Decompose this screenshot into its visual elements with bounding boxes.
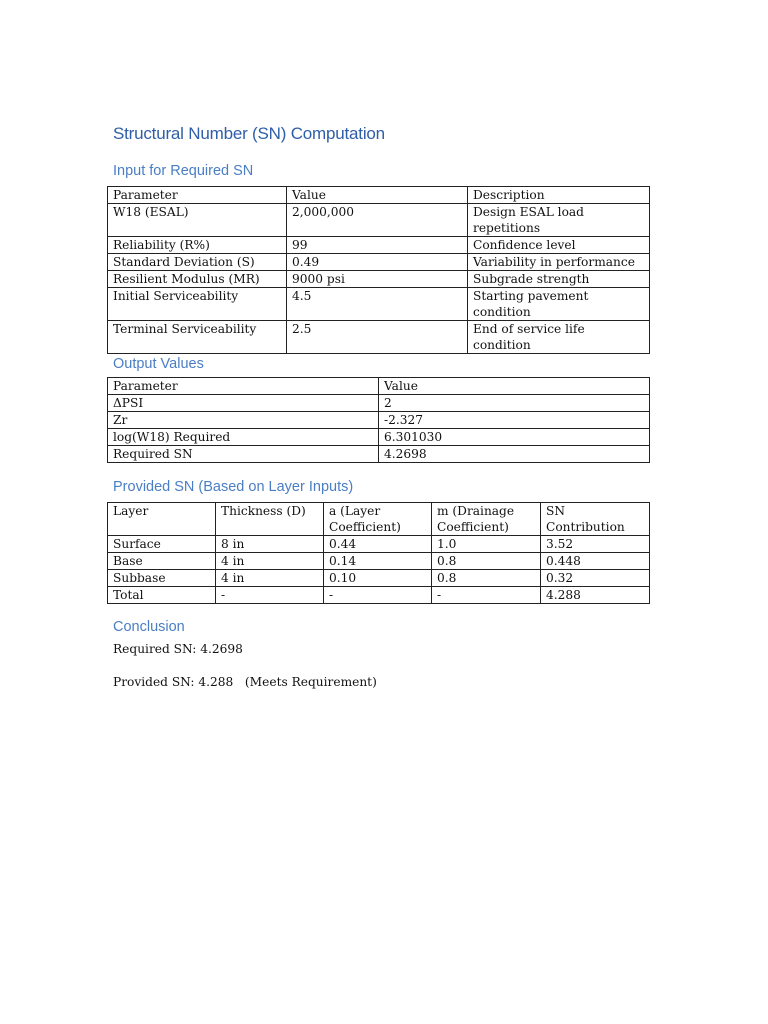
table-cell: 0.448 <box>541 553 650 570</box>
table-cell: 3.52 <box>541 536 650 553</box>
table-header-row <box>108 378 650 395</box>
table-cell: Starting pavement condition <box>468 288 650 321</box>
provided-section-heading: Provided SN (Based on Layer Inputs) <box>113 479 354 495</box>
table-cell: Variability in performance <box>468 254 650 271</box>
table-row <box>108 553 650 570</box>
table-cell: 4.2698 <box>379 446 650 463</box>
table-cell: - <box>216 587 324 604</box>
table-header-cell: Description <box>468 187 650 204</box>
table-cell: Design ESAL load repetitions <box>468 204 650 237</box>
table-row <box>108 271 650 288</box>
table-cell: log(W18) Required <box>108 429 379 446</box>
table-header-cell: Parameter <box>108 187 287 204</box>
table-cell: 6.301030 <box>379 429 650 446</box>
table-cell: ΔPSI <box>108 395 379 412</box>
table-cell: Confidence level <box>468 237 650 254</box>
table-cell: Base <box>108 553 216 570</box>
table-cell: 0.14 <box>324 553 432 570</box>
output-section-heading: Output Values <box>113 356 204 372</box>
table-cell: 2 <box>379 395 650 412</box>
table-header-cell: Layer <box>108 503 216 536</box>
table-header-cell: a (Layer Coefficient) <box>324 503 432 536</box>
table-header-cell: Value <box>379 378 650 395</box>
table-cell: 2,000,000 <box>287 204 468 237</box>
input-section-heading: Input for Required SN <box>113 163 254 179</box>
table-row <box>108 288 650 321</box>
table-row <box>108 254 650 271</box>
table-row <box>108 570 650 587</box>
input-table <box>107 186 650 354</box>
table-cell: Resilient Modulus (MR) <box>108 271 287 288</box>
table-cell: Terminal Serviceability <box>108 321 287 354</box>
table-cell: 99 <box>287 237 468 254</box>
table-cell: Standard Deviation (S) <box>108 254 287 271</box>
table-header-cell: m (Drainage Coefficient) <box>432 503 541 536</box>
table-cell: -2.327 <box>379 412 650 429</box>
table-cell: End of service life condition <box>468 321 650 354</box>
table-row <box>108 587 650 604</box>
table-cell: Reliability (R%) <box>108 237 287 254</box>
table-row <box>108 321 650 354</box>
table-row <box>108 237 650 254</box>
table-cell: 1.0 <box>432 536 541 553</box>
table-cell: - <box>432 587 541 604</box>
table-cell: Initial Serviceability <box>108 288 287 321</box>
table-header-row <box>108 503 650 536</box>
table-row <box>108 536 650 553</box>
table-row <box>108 412 650 429</box>
table-header-cell: SN Contribution <box>541 503 650 536</box>
table-cell: 0.44 <box>324 536 432 553</box>
page-title: Structural Number (SN) Computation <box>113 124 385 143</box>
required-sn-line: Required SN: 4.2698 <box>113 642 243 656</box>
table-cell: 0.8 <box>432 570 541 587</box>
table-cell: 2.5 <box>287 321 468 354</box>
table-header-cell: Thickness (D) <box>216 503 324 536</box>
table-cell: 4.288 <box>541 587 650 604</box>
table-cell: Total <box>108 587 216 604</box>
table-cell: Subgrade strength <box>468 271 650 288</box>
table-header-cell: Parameter <box>108 378 379 395</box>
table-cell: 0.49 <box>287 254 468 271</box>
table-cell: 0.8 <box>432 553 541 570</box>
table-cell: Zr <box>108 412 379 429</box>
provided-table <box>107 502 650 604</box>
table-cell: 8 in <box>216 536 324 553</box>
table-row <box>108 204 650 237</box>
table-cell: 0.10 <box>324 570 432 587</box>
table-row <box>108 395 650 412</box>
table-cell: 9000 psi <box>287 271 468 288</box>
table-cell: 4 in <box>216 553 324 570</box>
table-cell: Subbase <box>108 570 216 587</box>
table-cell: Required SN <box>108 446 379 463</box>
table-header-cell: Value <box>287 187 468 204</box>
table-cell: 4.5 <box>287 288 468 321</box>
table-cell: 0.32 <box>541 570 650 587</box>
table-header-row <box>108 187 650 204</box>
output-table <box>107 377 650 463</box>
table-row <box>108 446 650 463</box>
table-cell: - <box>324 587 432 604</box>
table-row <box>108 429 650 446</box>
conclusion-heading: Conclusion <box>113 619 185 635</box>
table-cell: Surface <box>108 536 216 553</box>
table-cell: 4 in <box>216 570 324 587</box>
table-cell: W18 (ESAL) <box>108 204 287 237</box>
provided-sn-line: Provided SN: 4.288 (Meets Requirement) <box>113 675 377 689</box>
